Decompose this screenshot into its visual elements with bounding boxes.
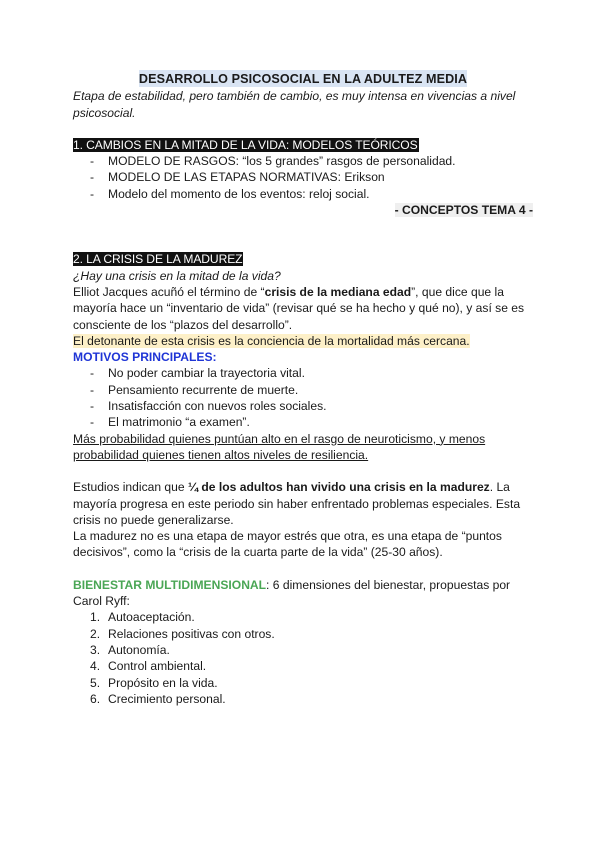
para-text: . La mayoría progresa en este periodo sin haber enfrentado problemas especiales. Esta crisis no puede generalizarse. — [73, 480, 521, 527]
para-text: Estudios indican que — [73, 480, 188, 495]
item-number: 3. — [90, 642, 101, 657]
document-page — [73, 70, 533, 707]
list-item: - MODELO DE LAS ETAPAS NORMATIVAS: Erikson — [90, 169, 533, 185]
list-item: - El matrimonio “a examen”. — [90, 414, 533, 430]
list-item: - No poder cambiar la trayectoria vital. — [90, 365, 533, 381]
item-text: Control ambiental. — [108, 659, 207, 674]
list-item — [90, 626, 533, 642]
para-bold: crisis de la mediana edad — [264, 284, 412, 299]
bienestar-heading: BIENESTAR MULTIDIMENSIONAL — [73, 577, 267, 592]
item-text: Relaciones positivas con otros. — [108, 626, 275, 641]
item-number: 1. — [90, 610, 101, 625]
studies-paragraph — [73, 479, 533, 528]
item-number: 4. — [90, 659, 101, 674]
section2-heading-text: 2. LA CRISIS DE LA MADUREZ — [73, 252, 243, 267]
jacques-paragraph — [73, 284, 533, 333]
section1-list — [73, 153, 533, 202]
bienestar-paragraph — [73, 577, 533, 610]
list-item: - Pensamiento recurrente de muerte. — [90, 382, 533, 398]
section2-question: ¿Hay una crisis en la mitad de la vida? — [73, 268, 281, 283]
para-text: ”, que dice que la mayoría hace un “inventario de vida” (revisar qué se ha hecho y qué no), y así se es consciente de los “plazos del desarrollo”. — [73, 284, 525, 332]
item-number: 2. — [90, 626, 101, 641]
para-text: Elliot Jacques acuñó el término de “ — [73, 284, 265, 299]
intro-text: Etapa de estabilidad, pero también de cambio, es muy intensa en vivencias a nivel psicosocial. — [73, 89, 516, 120]
list-item — [90, 642, 533, 658]
list-item: - Modelo del momento de los eventos: reloj social. — [90, 186, 533, 202]
highlight-paragraph — [73, 333, 533, 349]
item-text: Crecimiento personal. — [108, 691, 226, 706]
list-item — [90, 609, 533, 625]
para-text: : 6 dimensiones del bienestar, propuestas por Carol Ryff: — [73, 577, 511, 609]
item-text: Autoaceptación. — [108, 610, 195, 625]
item-number: 6. — [90, 691, 101, 706]
dimensions-list — [73, 609, 533, 707]
item-number: 5. — [90, 675, 101, 690]
document-title: DESARROLLO PSICOSOCIAL EN LA ADULTEZ MEDIA — [138, 72, 468, 86]
item-text: Autonomía. — [108, 642, 170, 657]
highlight-text: El detonante de esta crisis es la conciencia de la mortalidad más cercana. — [73, 333, 470, 348]
section1-heading-text: 1. CAMBIOS EN LA MITAD DE LA VIDA: MODELOS TEÓRICOS — [73, 137, 418, 152]
list-item — [90, 691, 533, 707]
list-item: - Insatisfacción con nuevos roles sociales. — [90, 398, 533, 414]
list-item: - MODELO DE RASGOS: “los 5 grandes” rasgos de personalidad. — [90, 153, 533, 169]
motivos-list — [73, 365, 533, 430]
concepts-note — [73, 202, 533, 218]
resilience-paragraph: Más probabilidad quienes puntúan alto en el rasgo de neuroticismo, y menos probabilidad quienes tienen altos niveles de resiliencia. — [73, 431, 486, 462]
motivos-heading: MOTIVOS PRINCIPALES: — [73, 350, 217, 365]
item-text: Propósito en la vida. — [108, 675, 218, 690]
list-item — [90, 675, 533, 691]
section1-heading — [73, 137, 533, 153]
title-wrap — [73, 70, 533, 87]
concepts-note-text: - CONCEPTOS TEMA 4 - — [394, 203, 533, 218]
madurez-paragraph: La madurez no es una etapa de mayor estrés que otra, es una etapa de “puntos decisivos”, como la “crisis de la cuarta parte de la vida” (25-30 años). — [73, 529, 502, 560]
para-bold: ¼ de los adultos han vivido una crisis en la madurez — [187, 480, 490, 495]
list-item — [90, 658, 533, 674]
section2-heading — [73, 251, 533, 267]
